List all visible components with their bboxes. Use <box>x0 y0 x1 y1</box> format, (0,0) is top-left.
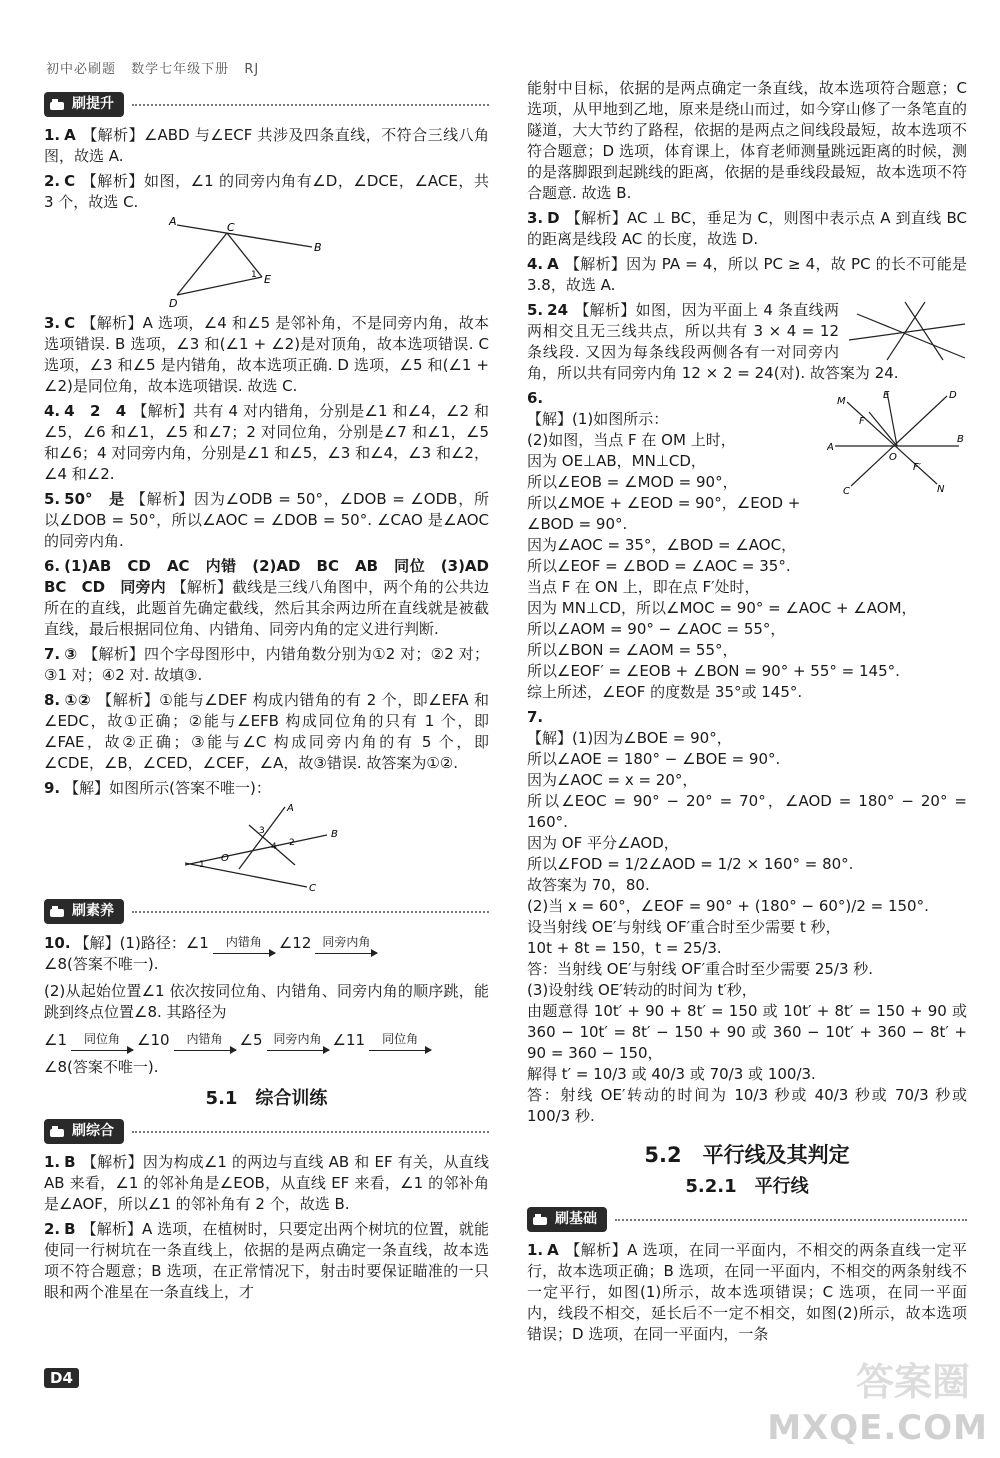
item-number: 1. <box>44 126 61 144</box>
figure-q9-lines <box>177 803 357 893</box>
item-answer: 24 <box>547 301 569 319</box>
item-text: 【解析】因为构成∠1 的两边与直线 AB 和 EF 有关，从直线 AB 来看，∠1 的邻补角是∠EOB，从直线 EF 来看，∠1 的邻补角是∠AOF，所以∠1 的邻补角有 2 个，故选 B. <box>44 1153 489 1213</box>
item-number: 5. <box>527 301 544 319</box>
solution-line: 所以∠EOF′ = ∠EOB + ∠BON = 90° + 55° = 145°. <box>527 662 900 680</box>
section-tag-jichu <box>527 1207 967 1232</box>
tag-label: 刷基础 <box>555 1211 597 1227</box>
fig-label: D <box>168 297 177 309</box>
item-text: 【解析】因为∠ODB = 50°，∠DOB = ∠ODB，所以∠DOB = 50°，所以∠AOC = ∠DOB = 50°. ∠CAO 是∠AOC 的同旁内角. <box>44 490 489 550</box>
path-text: ∠8(答案不唯一). <box>44 955 159 973</box>
fig-label: B <box>957 434 964 445</box>
item-answer: B <box>64 1153 76 1171</box>
path-text: ∠1 <box>44 1031 67 1049</box>
path-text: ∠5 <box>239 1031 263 1049</box>
item-text: 【解析】四个字母图形中，内错角数分别为①2 对；②2 对；③1 对；④2 对. 故填③. <box>44 645 489 684</box>
answer-item <box>44 401 489 485</box>
answer-item <box>44 556 505 640</box>
solution-line: 答：射线 OE′转动的时间为 10/3 秒或 40/3 秒或 70/3 秒或 100/3 秒. <box>527 1086 967 1125</box>
answer-item-q10 <box>44 932 489 1078</box>
solution-line: 故答案为 70，80. <box>527 876 650 894</box>
item-answer: ③ <box>64 645 78 663</box>
brush-icon <box>48 903 68 921</box>
fig-label: 1 <box>198 860 205 870</box>
item-text: 【解析】A 选项，在植树时，只要定出两个树坑的位置，就能使同一行树坑在一条直线上，依据的是两点确定一条直线，故本选项不符合题意；B 选项，在正常情况下，射击时要保证瞄准的一只眼和两个准星在一条直线上，才 <box>44 1220 489 1301</box>
answer-item <box>527 1240 967 1345</box>
item-answer: C <box>64 172 76 190</box>
answer-item <box>527 300 967 384</box>
item-text: 【解析】共有 4 对内错角，分别是∠1 和∠4，∠2 和∠5，∠6 和∠1，∠5 和∠7；2 对同位角，分别是∠7 和∠1，∠5 和∠6；4 对同旁内角，分别是∠1 和∠5，∠3 和∠4，∠3 和∠2，∠4 和∠2. <box>44 402 489 483</box>
item-number: 3. <box>527 209 544 227</box>
item-answer: B <box>64 1220 76 1238</box>
section-heading-5-2: 5.2 平行线及其判定 <box>644 1143 850 1167</box>
fig-label: B <box>313 241 322 254</box>
fig-label: C <box>226 221 235 234</box>
fig-label: O <box>220 853 229 864</box>
solution-line: 因为 OF 平分∠AOD， <box>527 834 679 852</box>
item-number: 6. <box>527 389 544 407</box>
path-arrow: 同旁内角 <box>267 1029 329 1051</box>
section-tag-zonghe <box>44 1119 489 1144</box>
item-number: 5. <box>44 490 61 508</box>
item-number: 9. <box>44 779 61 797</box>
header-edition: RJ <box>244 62 260 77</box>
figure-q2-triangle <box>167 217 367 309</box>
answer-item <box>44 125 489 167</box>
path-text: ∠10 <box>137 1031 170 1049</box>
left-column <box>44 86 505 1307</box>
answer-item <box>44 778 489 799</box>
fig-label: B <box>330 829 338 840</box>
figure-q5-four-lines <box>847 300 967 362</box>
solution-line: 所以∠MOE + ∠EOD = 90°，∠EOD + <box>527 494 801 512</box>
solution-line: 【解】(1)因为∠BOE = 90°， <box>527 729 732 747</box>
fig-label: 3 <box>258 826 265 836</box>
solution-line: 当点 F 在 ON 上，即在点 F′处时， <box>527 578 760 596</box>
path-arrow: 同位角 <box>71 1029 133 1051</box>
fig-label: M <box>837 396 846 407</box>
brush-icon <box>531 1211 551 1229</box>
item-text: 【解析】如图，∠1 的同旁内角有∠D，∠DCE，∠ACE，共 3 个，故选 C. <box>44 172 489 211</box>
answer-item <box>44 644 489 686</box>
fig-label: 1 <box>250 270 257 280</box>
solution-line: 所以∠FOD = 1/2∠AOD = 1/2 × 160° = 80°. <box>527 855 854 873</box>
item-answer: A <box>547 1241 559 1259</box>
answer-item <box>44 690 489 774</box>
fig-label: 2 <box>288 838 295 848</box>
path-arrow: 内错角 <box>174 1029 236 1051</box>
fig-label: N <box>937 484 945 495</box>
solution-line: 答：当射线 OE′与射线 OF′重合时至少需要 25/3 秒. <box>527 960 874 978</box>
watermark-logo: 答案圈 <box>855 1360 970 1404</box>
dotted-divider <box>132 1131 489 1133</box>
fig-label: C <box>843 486 850 497</box>
item-number: 2. <box>44 172 61 190</box>
answer-continuation: 能射中目标，依据的是两点确定一条直线，故本选项符合题意；C 选项，从甲地到乙地，原来是绕山而过，如今穿山修了一条笔直的隧道，大大节约了路程，依据的是两点之间线段最短，故本选项不符合题意；D 选项，体育课上，体育老师测量跳远距离的时候，测的是落脚跟到起跳线的距离，依据的是垂线段最短，故本选项不符合题意. 故选 B. <box>527 79 967 202</box>
fig-label: F′ <box>913 462 922 473</box>
item-answer: (1)AB CD AC 内错 (2)AD BC AB 同位 (3)AD BC CD 同旁内 <box>44 557 505 596</box>
brush-icon <box>48 1123 68 1141</box>
answer-item <box>44 313 489 397</box>
path-arrow: 内错角 <box>213 932 275 954</box>
path-text: ∠11 <box>332 1031 366 1049</box>
item-number: 4. <box>44 402 61 420</box>
item-number: 1. <box>527 1241 544 1259</box>
item-number: 2. <box>44 1220 61 1238</box>
fig-label: A <box>286 803 294 814</box>
item-number: 10. <box>44 934 71 952</box>
solution-line: 设当射线 OE′与射线 OF′重合时至少需要 t 秒， <box>527 918 841 936</box>
answer-item <box>44 1219 489 1303</box>
item-answer: A <box>64 126 76 144</box>
item-answer: C <box>64 314 76 332</box>
item-answer: D <box>547 209 560 227</box>
answer-item <box>44 1152 489 1215</box>
item-text: 【解析】如图，因为平面上 4 条直线两两相交且无三线共点，所以共有 3 × 4 = 12 条线段. 又因为每条线段两侧各有一对同旁内角，所以共有同旁内角 12 × 2 = 24(对). 故答案为 24. <box>527 301 899 382</box>
fig-label: E <box>883 390 890 401</box>
fig-label: A <box>168 217 177 228</box>
page-header <box>46 58 269 77</box>
answer-item <box>527 208 967 250</box>
item-text: 【解析】截线是三线八角图中，两个角的公共边所在的直线，此题首先确定截线，然后其余两边所在直线就是被截直线，最后根据同位角、内错角、同旁内角的定义进行判断. <box>44 578 489 638</box>
item-answer: 4 2 4 <box>64 402 127 420</box>
page-number: D4 <box>44 1368 79 1388</box>
item-number: 4. <box>527 255 544 273</box>
item-answer: 50° 是 <box>64 490 125 508</box>
item-text: 【解】如图所示(答案不唯一)： <box>64 779 271 797</box>
tag-label: 刷综合 <box>72 1123 114 1139</box>
item-text: 【解析】A 选项，∠4 和∠5 是邻补角，不是同旁内角，故本选项错误. B 选项，∠3 和(∠1 + ∠2)是对顶角，故本选项错误. C 选项，∠3 和∠5 是内错角，故本选项正确. D 选项，∠5 和(∠1 + ∠2)是同位角，故本选项错误. 故选 C. <box>44 314 489 395</box>
solution-line: 所以∠AOM = 90° − ∠AOC = 55°， <box>527 620 786 638</box>
path-arrow: 同位角 <box>369 1029 431 1051</box>
answer-item <box>44 489 489 552</box>
solution-line: 所以∠AOE = 180° − ∠BOE = 90°. <box>527 750 781 768</box>
item-text: 【解析】因为 PA = 4，所以 PC ≥ 4，故 PC 的长不可能是 3.8，故选 A. <box>527 255 967 294</box>
fig-label: O <box>889 452 897 463</box>
path-text: ∠8(答案不唯一). <box>44 1058 159 1076</box>
section-tag-suyang <box>44 899 489 924</box>
solution-line: 因为 OE⊥AB，MN⊥CD， <box>527 452 706 470</box>
fig-label: C <box>308 883 316 893</box>
path-text: 【解】(1)路径：∠1 <box>74 934 209 952</box>
fig-label: 4 <box>270 842 277 852</box>
answer-item <box>527 254 967 296</box>
section-heading-5-1: 5.1 综合训练 <box>205 1088 328 1109</box>
item-number: 3. <box>44 314 61 332</box>
solution-line: 因为 MN⊥CD，所以∠MOC = 90° = ∠AOC + ∠AOM， <box>527 599 917 617</box>
item-text: 【解析】AC ⊥ BC，垂足为 C，则图中表示点 A 到直线 BC 的距离是线段 AC 的长度，故选 D. <box>527 209 967 248</box>
item-text: 【解析】①能与∠DEF 构成内错角的有 2 个，即∠EFA 和∠EDC，故①正确；②能与∠EFB 构成同位角的只有 1 个，即∠FAE，故②正确；③能与∠C 构成同旁内角的有 5 个，即∠CDE，∠B，∠CED，∠CEF，∠A，故③错误. 故答案为①②. <box>44 691 489 772</box>
solution-line: 所以∠EOB = ∠MOD = 90°， <box>527 473 738 491</box>
fig-label: E <box>263 273 271 286</box>
solution-line: 所以∠EOC = 90° − 20° = 70°，∠AOD = 180° − 20° = 160°. <box>527 792 967 831</box>
watermark-url: MXQE.COM <box>767 1408 988 1448</box>
fig-label: D <box>949 390 957 401</box>
header-book: 初中必刷题 <box>46 62 117 77</box>
item-text: 【解析】∠ABD 与∠ECF 共涉及四条直线，不符合三线八角图，故选 A. <box>44 126 489 165</box>
solution-line: 【解】(1)如图所示： <box>527 410 669 428</box>
solution-line: 因为∠AOC = 35°，∠BOD = ∠AOC， <box>527 536 797 554</box>
section-heading-5-2-1: 5.2.1 平行线 <box>685 1176 809 1197</box>
dotted-divider <box>132 104 489 106</box>
answer-item-q7 <box>527 707 967 1127</box>
path-text: ∠12 <box>278 934 312 952</box>
brush-icon <box>48 96 68 114</box>
tag-label: 刷提升 <box>72 96 114 112</box>
solution-line: 解得 t′ = 10/3 或 40/3 或 70/3 或 100/3. <box>527 1065 816 1083</box>
dotted-divider <box>132 911 489 913</box>
item-number: 1. <box>44 1153 61 1171</box>
solution-line: 由题意得 10t′ + 90 + 8t′ = 150 或 10t′ + 8t′ = 150 + 90 或 360 − 10t′ = 8t′ − 150 + 90 或 360 − 10t′ + 360 − 8t′ + 90 = 360 − 150， <box>527 1002 967 1062</box>
item-answer: ①② <box>64 691 92 709</box>
item-number: 8. <box>44 691 61 709</box>
solution-line: 10t + 8t = 150，t = 25/3. <box>527 939 722 957</box>
tag-label: 刷素养 <box>72 903 114 919</box>
right-column <box>527 78 967 1349</box>
solution-line: (2)如图，当点 F 在 OM 上时， <box>527 431 736 449</box>
dotted-divider <box>615 1219 967 1221</box>
item-number: 7. <box>527 708 544 726</box>
item-text: (2)从起始位置∠1 依次按同位角、内错角、同旁内角的顺序跳，能跳到终点位置∠8. 其路径为 <box>44 982 489 1021</box>
header-subject: 数学七年级下册 <box>131 62 230 77</box>
fig-label: F <box>859 416 865 427</box>
item-number: 6. <box>44 557 61 575</box>
answer-item-q6 <box>527 388 967 703</box>
item-number: 7. <box>44 645 61 663</box>
solution-line: 所以∠BON = ∠AOM = 55°， <box>527 641 738 659</box>
fig-label: A <box>827 442 834 453</box>
solution-line: (2)当 x = 60°，∠EOF = 90° + (180° − 60°)/2 = 150°. <box>527 897 929 915</box>
solution-line: 因为∠AOC = x = 20°， <box>527 771 698 789</box>
item-text: 【解析】A 选项，在同一平面内，不相交的两条直线一定平行，故本选项正确；B 选项，在同一平面内，不相交的两条射线不一定平行，如图(1)所示，故本选项错误；C 选项，在同一平面内，线段不相交，延长后不一定不相交，如图(2)所示，故本选项错误；D 选项，在同一平面内，一条 <box>527 1241 967 1343</box>
solution-line: 所以∠EOF = ∠BOD = ∠AOC = 35°. <box>527 557 791 575</box>
solution-line: ∠BOD = 90°. <box>527 515 628 533</box>
path-arrow: 同旁内角 <box>315 932 377 954</box>
item-answer: A <box>547 255 559 273</box>
figure-q6-angles <box>827 388 967 498</box>
solution-line: (3)设射线 OE′转动的时间为 t′秒， <box>527 981 757 999</box>
solution-line: 综上所述，∠EOF 的度数是 35°或 145°. <box>527 683 803 701</box>
section-tag-tishen <box>44 92 489 117</box>
answer-item <box>44 171 489 213</box>
